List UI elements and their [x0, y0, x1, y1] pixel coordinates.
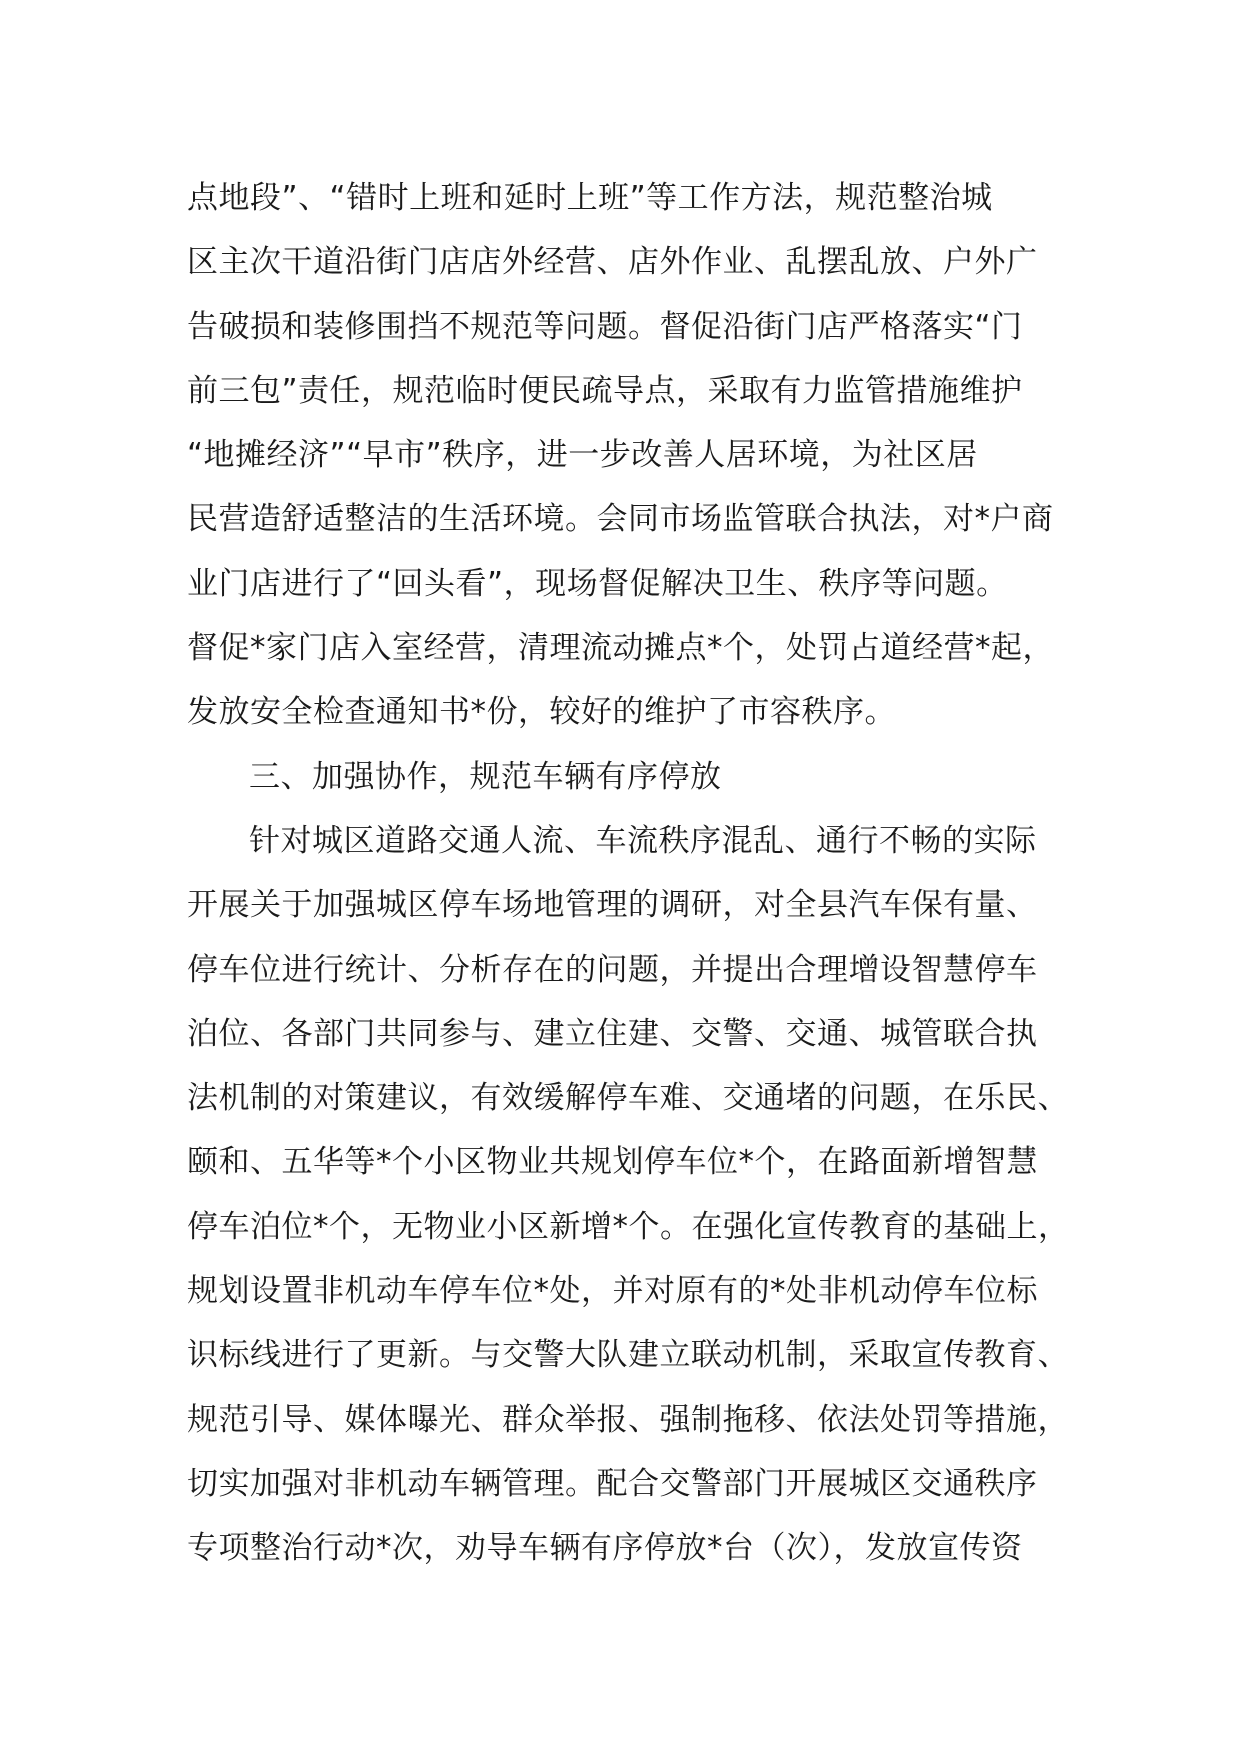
text-line: 前三包”责任，规范临时便民疏导点，采取有力监管措施维护 [187, 372, 1023, 409]
text-line: 停车位进行统计、分析存在的问题，并提出合理增设智慧停车 [187, 951, 1038, 988]
text-line: 切实加强对非机动车辆管理。配合交警部门开展城区交通秩序 [187, 1465, 1038, 1502]
text-line: 专项整治行动*次，劝导车辆有序停放*台（次），发放宣传资 [187, 1530, 1023, 1567]
text-line: 开展关于加强城区停车场地管理的调研，对全县汽车保有量、 [187, 887, 1038, 924]
text-line: 民营造舒适整洁的生活环境。会同市场监管联合执法，对*户商 [187, 501, 1054, 538]
text-line: 业门店进行了“回头看”，现场督促解决卫生、秩序等问题。 [187, 565, 1008, 602]
text-line: 停车泊位*个，无物业小区新增*个。在强化宣传教育的基础上， [187, 1208, 1070, 1245]
text-line: 规划设置非机动车停车位*处，并对原有的*处非机动停车位标 [187, 1273, 1038, 1310]
document-body [187, 166, 1087, 1581]
paragraph-start-line: 针对城区道路交通人流、车流秩序混乱、通行不畅的实际 [249, 822, 1037, 859]
text-line: 告破损和装修围挡不规范等问题。督促沿街门店严格落实“门 [187, 308, 1023, 345]
text-line: 泊位、各部门共同参与、建立住建、交警、交通、城管联合执 [187, 1015, 1038, 1052]
text-line: 规范引导、媒体曝光、群众举报、强制拖移、依法处罚等措施， [187, 1401, 1069, 1438]
text-line: 颐和、五华等*个小区物业共规划停车位*个，在路面新增智慧 [187, 1144, 1038, 1181]
section-heading: 三、加强协作，规范车辆有序停放 [249, 758, 722, 795]
text-line: 发放安全检查通知书*份，较好的维护了市容秩序。 [187, 694, 896, 731]
text-line: 法机制的对策建议，有效缓解停车难、交通堵的问题，在乐民、 [187, 1080, 1069, 1117]
text-line: 督促*家门店入室经营，清理流动摊点*个，处罚占道经营*起， [187, 630, 1054, 667]
text-line: “地摊经济”“早市”秩序，进一步改善人居环境，为社区居 [187, 437, 978, 474]
text-line: 区主次干道沿街门店店外经营、店外作业、乱摆乱放、户外广 [187, 244, 1038, 281]
text-line: 点地段”、“错时上班和延时上班”等工作方法，规范整治城 [187, 180, 993, 216]
text-line: 识标线进行了更新。与交警大队建立联动机制，采取宣传教育、 [187, 1337, 1069, 1374]
